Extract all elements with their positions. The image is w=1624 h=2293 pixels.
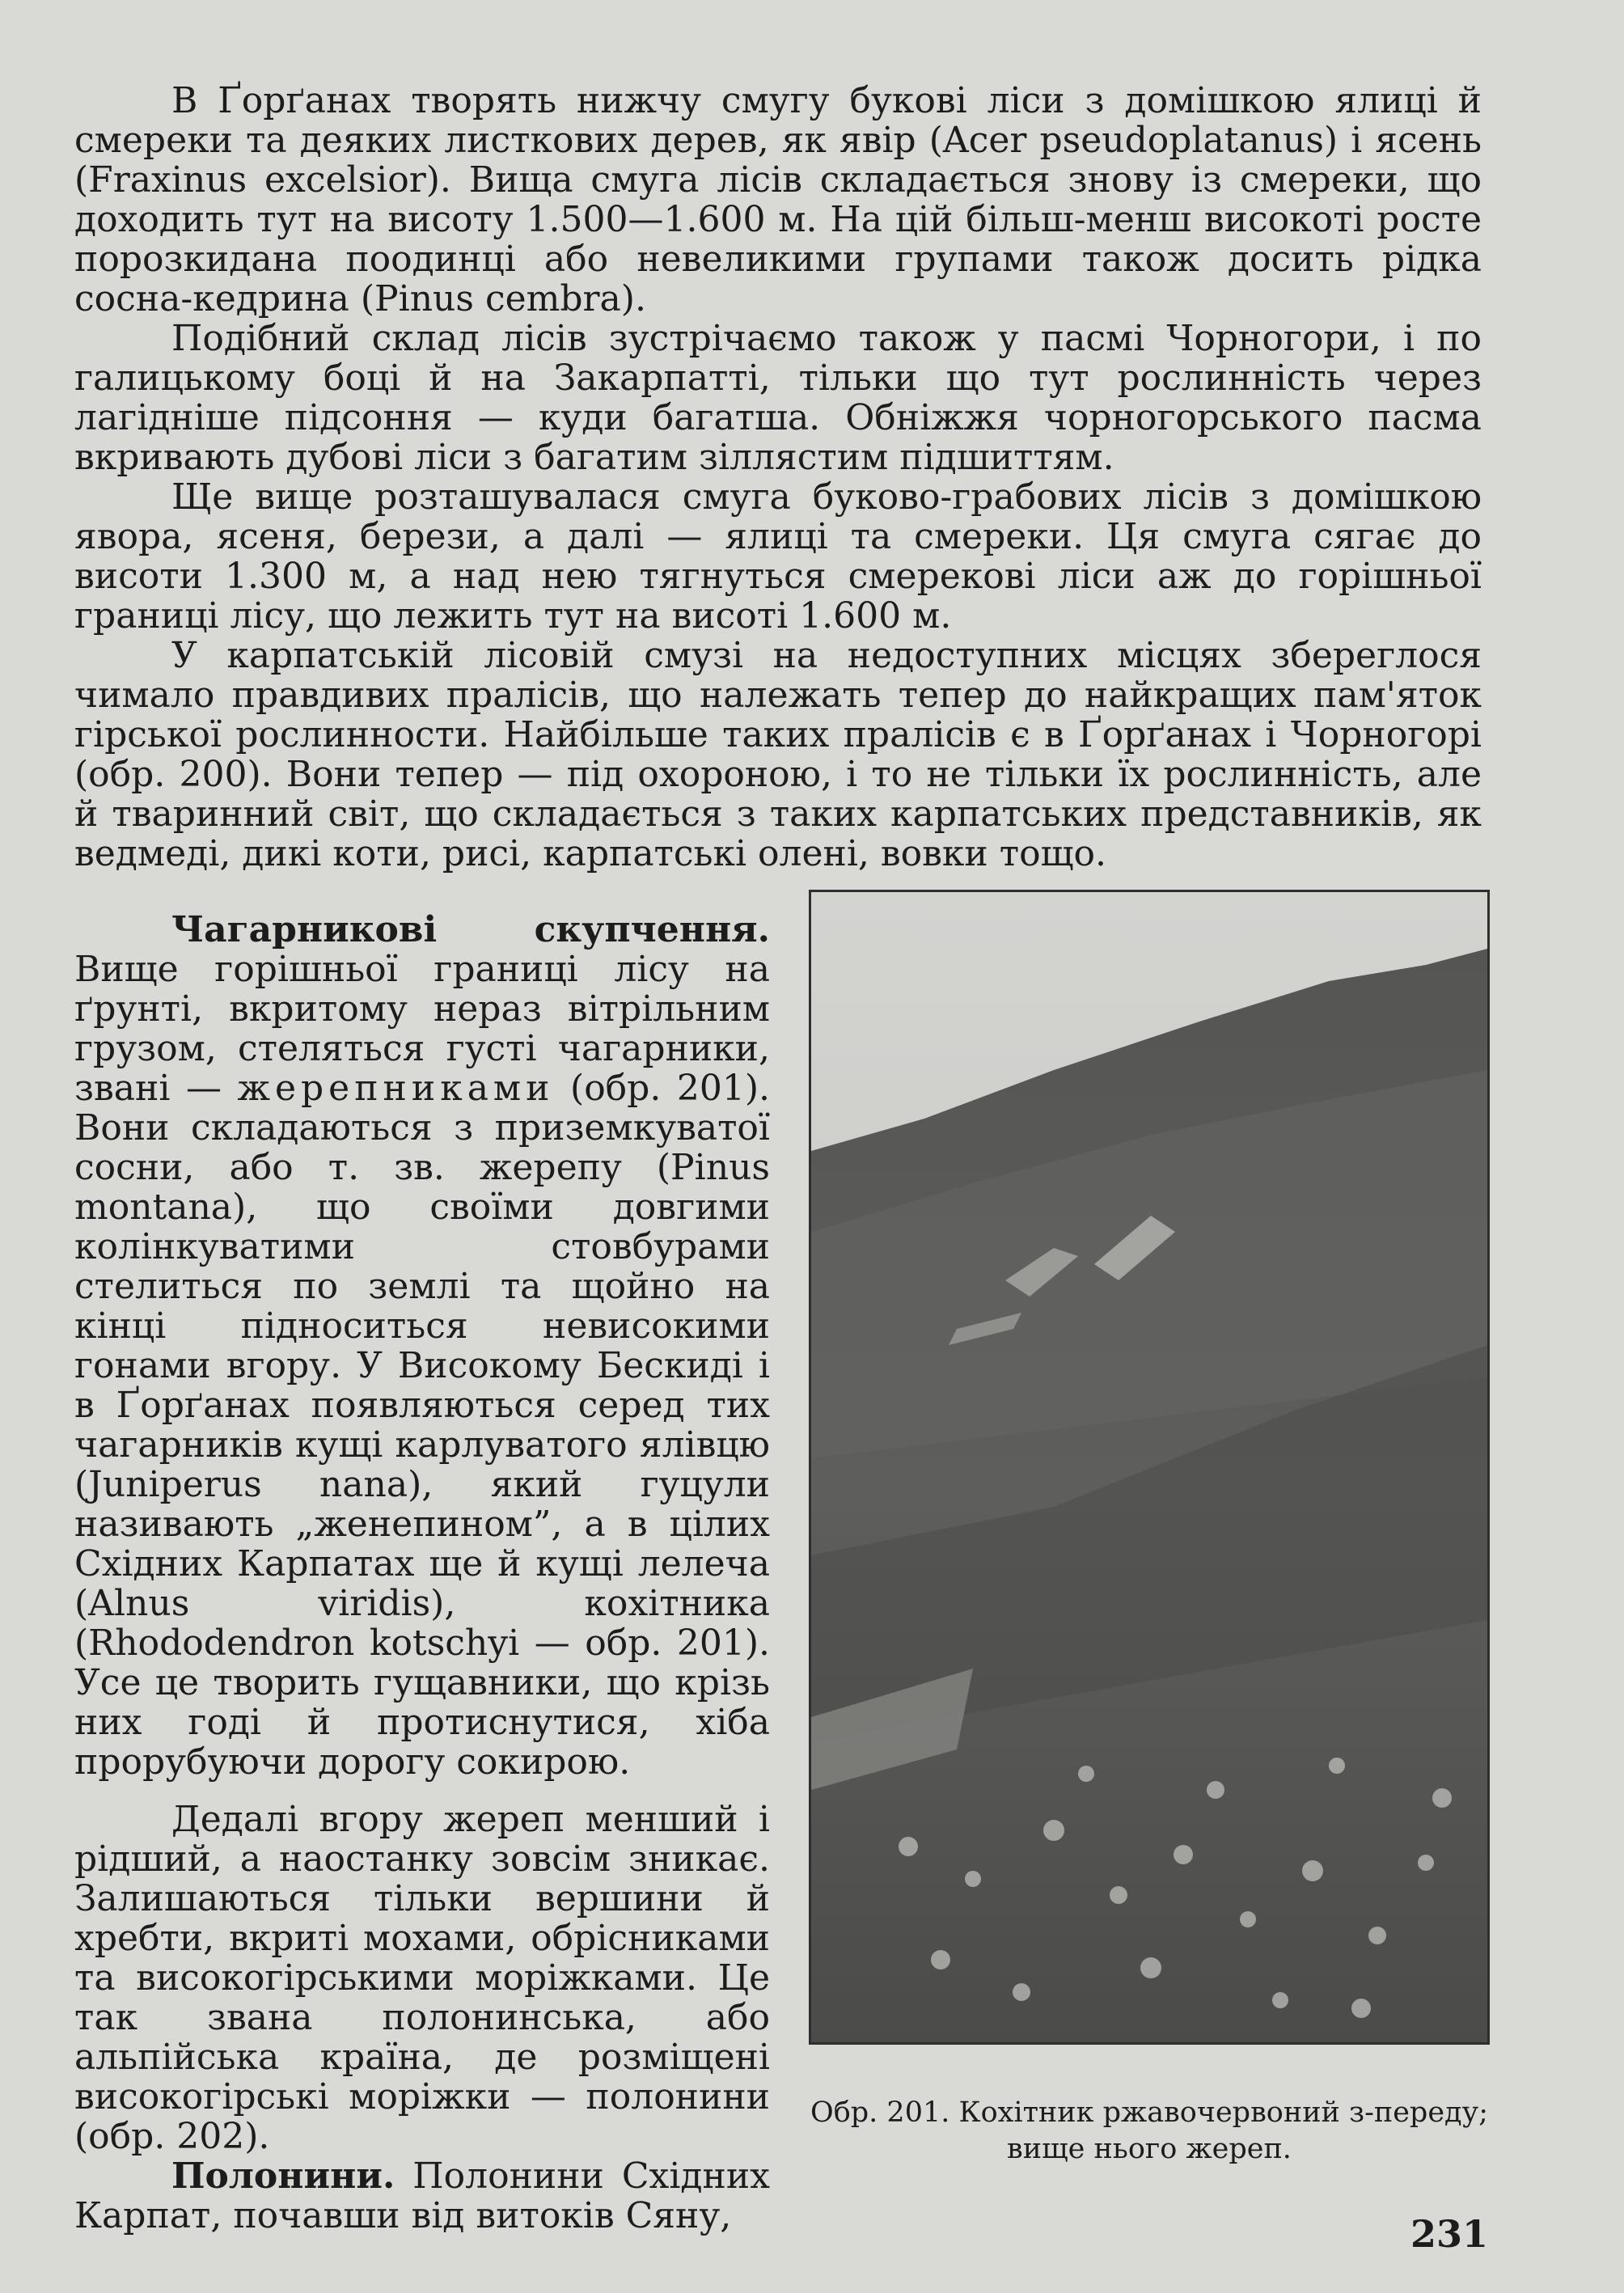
figure-201-photo	[809, 890, 1490, 2045]
shrub-paragraph: Чагарникові скупчення. Вище горішньої границі лісу на ґрунті, вкритому нераз вітрільним грузом, стеляться густі чагарники, звані — жерепниками (обр. 201). Вони складаються з приземкуватої сосни, або т. зв. жерепу (Pinus montana), що своїми довгими колінкуватими стовбурами стелиться по землі та щойно на кінці підноситься невисокими гонами вгору. У Високому Бескиді і в Ґорґанах появляються серед тих чагарників кущі карлуватого ялівцю (Juniperus nana), який гуцули називають „женепином”, а в цілих Східних Карпатах ще й кущі лелеча (Alnus viridis), кохітника (Rhododendron kotschyi — обр. 201). Усе це творить гущавники, що крізь них годі й протиснутися, хіба прорубуючи дорогу сокирою.	[74, 909, 771, 1783]
section-heading-shrubs: Чагарникові скупчення.	[171, 909, 770, 950]
section-heading-meadows: Полонини.	[171, 2156, 395, 2197]
meadow-paragraph: Полонини. Полонини Східних Карпат, почавши від витоків Сяну,	[74, 2156, 770, 2236]
page-number: 231	[1410, 2212, 1488, 2256]
alpine-paragraph: Дедалі вгору жереп менший і рідший, а наостанку зовсім зникає. Залишаються тільки вершини й хребти, вкриті мохами, обрісниками та високогірськими моріжками. Це так звана полонинська, або альпійська країна, де розміщені високогірські моріжки — полонини (обр. 202).	[74, 1799, 770, 2157]
left-column	[74, 910, 770, 2236]
paragraph-2: Подібний склад лісів зустрічаємо також у пасмі Чорногори, і по галицькому боці й на Закарпатті, тільки що тут рослинність через лагідніше підсоння — куди багатша. Обніжжя чорногорського пасма вкривають дубові ліси з багатим зіллястим підшиттям.	[74, 318, 1482, 478]
paragraph-3: Ще вище розташувалася смуга буково-грабових лісів з домішкою явора, ясеня, берези, а далі — ялиці та смереки. Ця смуга сягає до висоти 1.300 м, а над нею тягнуться смерекові ліси аж до горішньої границі лісу, що лежить тут на висоті 1.600 м.	[74, 476, 1482, 637]
paragraph-4: У карпатській лісовій смузі на недоступних місцях збереглося чимало правдивих пралісів, що належать тепер до найкращих пам'яток гірської рослинности. Найбільше таких пралісів є в Ґорґанах і Чорногорі (обр. 200). Вони тепер — під охороною, і то не тільки їх рослинність, але й тваринний світ, що складається з таких карпатських представників, як ведмеді, дикі коти, рисі, карпатські олені, вовки тощо.	[74, 635, 1482, 874]
figure-caption: Обр. 201. Кохітник ржавочервоний з-переду; вище нього жереп.	[810, 2096, 1488, 2165]
paragraph-1: В Ґорґанах творять нижчу смугу букові ліси з домішкою ялиці й смереки та деяких листкових дерев, як явір (Acer pseudoplatanus) і ясень (Fraxinus excelsior). Вища смуга лісів складається знову із смереки, що доходить тут на висоту 1.500—1.600 м. На цій більш-менш високоті росте порозкидана поодинці або невеликими групами також досить рідка сосна-кедрина (Pinus cembra).	[74, 80, 1482, 319]
top-text	[74, 81, 1482, 874]
term-zherepnyky: жерепниками	[237, 1068, 555, 1109]
mountain-slope-photo	[811, 892, 1487, 2042]
